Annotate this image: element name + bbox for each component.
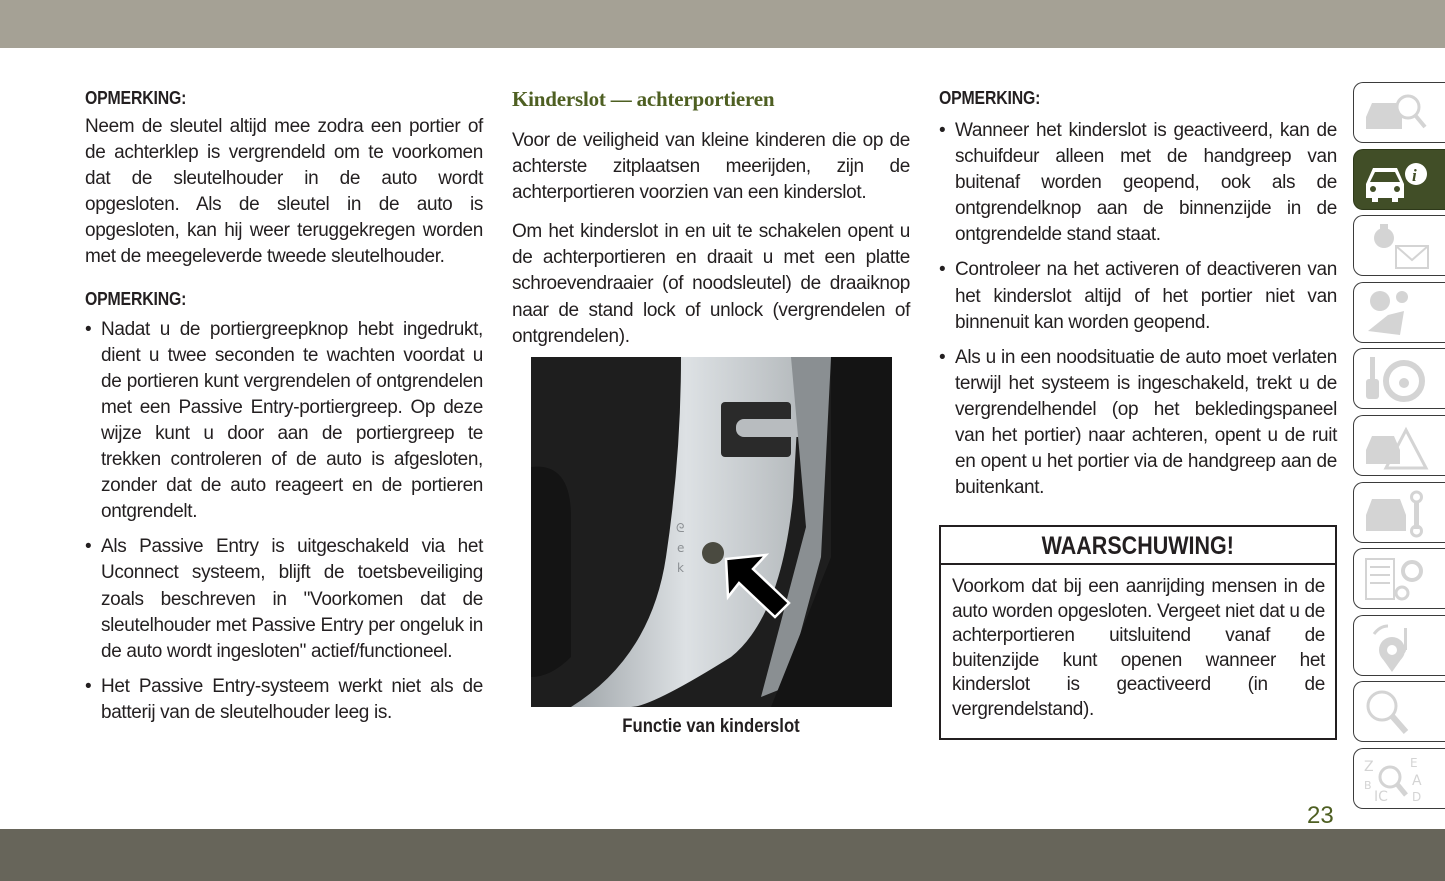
- warning-heading: WAARSCHUWING!: [941, 527, 1335, 565]
- svg-text:e: e: [677, 541, 685, 555]
- specs-gears-icon: [1360, 553, 1430, 605]
- car-search-icon: [1360, 87, 1430, 139]
- bullet-item: • Als Passive Entry is uitgeschakeld via het Uconnect systeem, blijft de toetsbeveiliging zoals beschreven in "Voorkomen dat de sleutelhouder met Passive Entry per ongeluk in de auto wordt ingesloten" actief/functioneel.: [85, 534, 483, 664]
- svg-text:ᘓ: ᘓ: [676, 521, 685, 535]
- svg-text:E: E: [1410, 755, 1418, 770]
- warning-light-message-icon: [1360, 220, 1430, 272]
- figure-caption: Functie van kinderslot: [622, 716, 800, 737]
- bullet-item: • Controleer na het activeren of deactiveren van het kinderslot altijd of het portier niet van binnenuit kan worden geopend.: [939, 257, 1337, 335]
- tab-warning-lights[interactable]: [1353, 215, 1445, 276]
- svg-text:D: D: [1412, 789, 1422, 804]
- svg-text:i: i: [1412, 165, 1417, 185]
- airbag-seat-icon: [1360, 287, 1430, 339]
- bullet-item: • Als u in een noodsituatie de auto moet verlaten terwijl het systeem is ingeschakeld, trekt u de vergrendelhendel (op het bekledingspaneel van het portier) naar achteren, opent u de ruit en opent u het portier via de handgreep aan de buitenkant.: [939, 345, 1337, 502]
- tab-emergency[interactable]: [1353, 415, 1445, 476]
- svg-text:IC: IC: [1374, 788, 1388, 805]
- multimedia-icon: [1360, 620, 1430, 672]
- tab-specifications[interactable]: [1353, 548, 1445, 609]
- tab-safety[interactable]: [1353, 282, 1445, 343]
- bottom-band: [0, 829, 1445, 881]
- bullet-item: • Wanneer het kinderslot is geactiveerd, kan de schuifdeur alleen met de handgreep van buitenaf worden geopend, ook als de ontgrendelknop aan de binnenzijde in de ontgrendelde stand staat.: [939, 118, 1337, 248]
- page-number: 23: [1307, 802, 1334, 829]
- note-heading: OPMERKING:: [939, 88, 1041, 108]
- tab-multimedia[interactable]: [1353, 615, 1445, 676]
- column-2: [512, 86, 910, 350]
- tab-car-search[interactable]: [1353, 82, 1445, 143]
- section-title: Kinderslot — achterportieren: [512, 87, 775, 111]
- svg-text:A: A: [1412, 772, 1422, 789]
- top-band: [0, 0, 1445, 48]
- note-heading: OPMERKING:: [85, 288, 187, 309]
- tab-index[interactable]: [1353, 748, 1445, 809]
- tab-car-info[interactable]: [1353, 149, 1445, 210]
- note-bullets: [939, 118, 1337, 501]
- warning-text: Voorkom dat bij een aanrijding mensen in de auto worden opgesloten. Vergeet niet dat u de achterportieren uitsluitend vanaf de buitenzijde kunt openen wanneer het kinderslot is geactiveerd (in de vergrendelstand).: [952, 576, 1325, 720]
- svg-text:k: k: [677, 561, 684, 575]
- warning-box: [939, 525, 1337, 740]
- car-hazard-triangle-icon: [1360, 420, 1430, 472]
- index-search-icon: [1360, 753, 1430, 805]
- bullet-item: • Het Passive Entry-systeem werkt niet als de batterij van de sleutelhouder leeg is.: [85, 674, 483, 726]
- tab-starting-driving[interactable]: [1353, 348, 1445, 409]
- tab-service[interactable]: [1353, 482, 1445, 543]
- child-lock-photo: [531, 357, 892, 707]
- note-text: Neem de sleutel altijd mee zodra een portier of de achterklep is vergrendeld om te voorkomen dat de sleutelhouder in de auto wordt opgesloten. Als de sleutel in de auto is opgesloten, kan hij weer teruggekregen worden met de meegeleverde tweede sleutelhouder.: [85, 116, 483, 268]
- key-steering-wheel-icon: [1360, 353, 1430, 405]
- bullet-item: • Nadat u de portiergreepknop hebt ingedrukt, dient u twee seconden te wachten voordat u de portieren kunt vergrendelen of ontgrendelen met een Passive Entry-portiergreep. Op deze wijze kunt u door aan de portiergreep te trekken controleren of de auto is afgesloten, zonder dat de auto reageert en de portieren ontgrendelt.: [85, 317, 483, 526]
- search-icon: [1360, 686, 1430, 738]
- tab-search[interactable]: [1353, 681, 1445, 742]
- car-info-icon: [1360, 154, 1430, 206]
- note-heading: OPMERKING:: [85, 88, 187, 108]
- column-3: [939, 86, 1337, 510]
- note-bullets: [85, 317, 483, 726]
- paragraph: Om het kinderslot in en uit te schakelen opent u de achterportieren en draait u met een platte schroevendraaier (of noodsleutel) de draaiknop naar de stand lock of unlock (vergrendelen of ontgrendelen).: [512, 221, 910, 347]
- chapter-tabs: [1353, 82, 1445, 815]
- svg-text:B: B: [1364, 778, 1372, 792]
- svg-text:Z: Z: [1364, 758, 1374, 775]
- paragraph: Voor de veiligheid van kleine kinderen die op de achterste zitplaatsen meerijden, zijn de achterportieren voorzien van een kinderslot.: [512, 130, 910, 204]
- car-wrench-icon: [1360, 487, 1430, 539]
- column-1: [85, 86, 483, 735]
- door-photo-illustration: [531, 357, 892, 707]
